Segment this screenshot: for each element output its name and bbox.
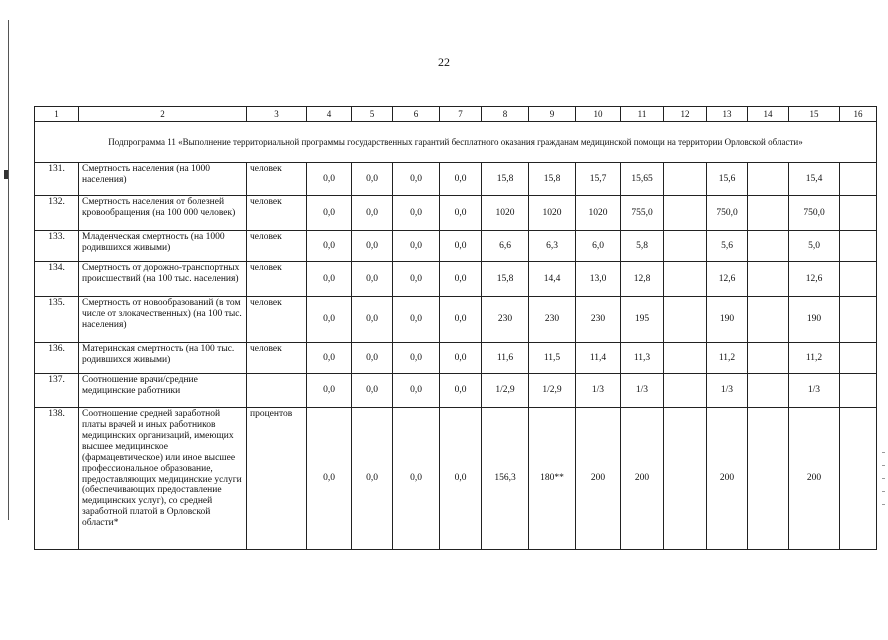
value-col-15: 12,6 <box>789 262 840 297</box>
value-col-4: 0,0 <box>307 297 352 343</box>
value-col-12 <box>664 408 707 550</box>
table-row <box>35 343 877 374</box>
value-col-9: 15,8 <box>529 163 576 196</box>
value-col-14 <box>748 231 789 262</box>
row-number: 132. <box>35 196 79 231</box>
value-col-12 <box>664 231 707 262</box>
row-number: 138. <box>35 408 79 550</box>
value-col-9: 230 <box>529 297 576 343</box>
value-col-9: 1/2,9 <box>529 374 576 408</box>
table-row <box>35 408 877 550</box>
unit-of-measure: человек <box>247 343 307 374</box>
value-col-16 <box>840 262 877 297</box>
value-col-9: 11,5 <box>529 343 576 374</box>
value-col-10: 200 <box>576 408 621 550</box>
value-col-9: 180** <box>529 408 576 550</box>
value-col-13: 15,6 <box>707 163 748 196</box>
value-col-8: 6,6 <box>482 231 529 262</box>
value-col-5: 0,0 <box>352 343 393 374</box>
row-number: 137. <box>35 374 79 408</box>
value-col-13: 5,6 <box>707 231 748 262</box>
value-col-9: 1020 <box>529 196 576 231</box>
column-number: 16 <box>840 107 877 122</box>
value-col-12 <box>664 343 707 374</box>
indicator-name: Смертность от дорожно-транспортных происшествий (на 100 тыс. населения) <box>79 262 247 297</box>
value-col-16 <box>840 374 877 408</box>
value-col-7: 0,0 <box>440 297 482 343</box>
column-number-row <box>35 107 877 122</box>
value-col-7: 0,0 <box>440 163 482 196</box>
value-col-10: 11,4 <box>576 343 621 374</box>
value-col-12 <box>664 163 707 196</box>
value-col-11: 12,8 <box>621 262 664 297</box>
row-number: 133. <box>35 231 79 262</box>
table-row <box>35 163 877 196</box>
value-col-14 <box>748 196 789 231</box>
value-col-15: 5,0 <box>789 231 840 262</box>
column-number: 6 <box>393 107 440 122</box>
value-col-8: 1/2,9 <box>482 374 529 408</box>
column-number: 2 <box>79 107 247 122</box>
value-col-11: 11,3 <box>621 343 664 374</box>
value-col-11: 195 <box>621 297 664 343</box>
value-col-12 <box>664 262 707 297</box>
unit-of-measure: процентов <box>247 408 307 550</box>
value-col-16 <box>840 163 877 196</box>
value-col-7: 0,0 <box>440 262 482 297</box>
value-col-14 <box>748 343 789 374</box>
value-col-10: 13,0 <box>576 262 621 297</box>
column-number: 14 <box>748 107 789 122</box>
value-col-14 <box>748 262 789 297</box>
value-col-4: 0,0 <box>307 231 352 262</box>
indicator-name: Младенческая смертность (на 1000 родившихся живыми) <box>79 231 247 262</box>
margin-marks <box>880 440 888 540</box>
indicator-name: Смертность населения от болезней кровообращения (на 100 000 человек) <box>79 196 247 231</box>
value-col-7: 0,0 <box>440 343 482 374</box>
value-col-4: 0,0 <box>307 374 352 408</box>
unit-of-measure: человек <box>247 262 307 297</box>
column-number: 3 <box>247 107 307 122</box>
unit-of-measure: человек <box>247 196 307 231</box>
column-number: 8 <box>482 107 529 122</box>
value-col-8: 230 <box>482 297 529 343</box>
subprogram-row <box>35 122 877 163</box>
unit-of-measure: человек <box>247 231 307 262</box>
value-col-11: 200 <box>621 408 664 550</box>
value-col-10: 230 <box>576 297 621 343</box>
scan-edge-line <box>8 20 9 520</box>
value-col-9: 14,4 <box>529 262 576 297</box>
value-col-11: 5,8 <box>621 231 664 262</box>
value-col-5: 0,0 <box>352 297 393 343</box>
unit-of-measure: человек <box>247 297 307 343</box>
value-col-6: 0,0 <box>393 297 440 343</box>
value-col-8: 1020 <box>482 196 529 231</box>
value-col-14 <box>748 408 789 550</box>
value-col-7: 0,0 <box>440 196 482 231</box>
value-col-11: 1/3 <box>621 374 664 408</box>
row-number: 131. <box>35 163 79 196</box>
value-col-7: 0,0 <box>440 231 482 262</box>
subprogram-title: Подпрограмма 11 «Выполнение территориальной программы государственных гарантий бесплатного оказания гражданам медицинской помощи на территории Орловской области» <box>35 122 877 163</box>
value-col-14 <box>748 163 789 196</box>
value-col-6: 0,0 <box>393 262 440 297</box>
column-number: 13 <box>707 107 748 122</box>
unit-of-measure: человек <box>247 163 307 196</box>
unit-of-measure <box>247 374 307 408</box>
value-col-6: 0,0 <box>393 196 440 231</box>
value-col-10: 6,0 <box>576 231 621 262</box>
value-col-12 <box>664 297 707 343</box>
value-col-15: 200 <box>789 408 840 550</box>
column-number: 11 <box>621 107 664 122</box>
indicator-name: Соотношение врачи/средние медицинские работники <box>79 374 247 408</box>
value-col-13: 12,6 <box>707 262 748 297</box>
indicators-table <box>34 106 877 550</box>
value-col-7: 0,0 <box>440 408 482 550</box>
indicator-name: Смертность от новообразований (в том числе от злокачественных) (на 100 тыс. населения) <box>79 297 247 343</box>
value-col-5: 0,0 <box>352 231 393 262</box>
table-row <box>35 231 877 262</box>
column-number: 15 <box>789 107 840 122</box>
value-col-8: 15,8 <box>482 163 529 196</box>
value-col-12 <box>664 374 707 408</box>
value-col-15: 750,0 <box>789 196 840 231</box>
table-row <box>35 297 877 343</box>
value-col-11: 15,65 <box>621 163 664 196</box>
value-col-16 <box>840 231 877 262</box>
value-col-5: 0,0 <box>352 262 393 297</box>
value-col-8: 156,3 <box>482 408 529 550</box>
column-number: 12 <box>664 107 707 122</box>
value-col-10: 1020 <box>576 196 621 231</box>
value-col-13: 11,2 <box>707 343 748 374</box>
value-col-13: 750,0 <box>707 196 748 231</box>
indicator-name: Материнская смертность (на 100 тыс. родившихся живыми) <box>79 343 247 374</box>
column-number: 5 <box>352 107 393 122</box>
value-col-6: 0,0 <box>393 408 440 550</box>
value-col-14 <box>748 297 789 343</box>
column-number: 10 <box>576 107 621 122</box>
value-col-15: 11,2 <box>789 343 840 374</box>
value-col-6: 0,0 <box>393 343 440 374</box>
value-col-16 <box>840 297 877 343</box>
value-col-8: 11,6 <box>482 343 529 374</box>
value-col-6: 0,0 <box>393 163 440 196</box>
value-col-14 <box>748 374 789 408</box>
column-number: 9 <box>529 107 576 122</box>
column-number: 7 <box>440 107 482 122</box>
value-col-15: 15,4 <box>789 163 840 196</box>
value-col-13: 190 <box>707 297 748 343</box>
value-col-4: 0,0 <box>307 262 352 297</box>
value-col-6: 0,0 <box>393 231 440 262</box>
value-col-6: 0,0 <box>393 374 440 408</box>
value-col-4: 0,0 <box>307 163 352 196</box>
value-col-12 <box>664 196 707 231</box>
table-row <box>35 262 877 297</box>
column-number: 1 <box>35 107 79 122</box>
value-col-5: 0,0 <box>352 374 393 408</box>
table-row <box>35 374 877 408</box>
value-col-16 <box>840 408 877 550</box>
indicator-name: Смертность населения (на 1000 населения) <box>79 163 247 196</box>
value-col-5: 0,0 <box>352 196 393 231</box>
value-col-13: 200 <box>707 408 748 550</box>
value-col-16 <box>840 343 877 374</box>
value-col-10: 15,7 <box>576 163 621 196</box>
value-col-9: 6,3 <box>529 231 576 262</box>
value-col-10: 1/3 <box>576 374 621 408</box>
value-col-11: 755,0 <box>621 196 664 231</box>
value-col-4: 0,0 <box>307 408 352 550</box>
value-col-16 <box>840 196 877 231</box>
value-col-13: 1/3 <box>707 374 748 408</box>
value-col-4: 0,0 <box>307 196 352 231</box>
value-col-15: 190 <box>789 297 840 343</box>
value-col-4: 0,0 <box>307 343 352 374</box>
row-number: 134. <box>35 262 79 297</box>
column-number: 4 <box>307 107 352 122</box>
value-col-5: 0,0 <box>352 408 393 550</box>
page-number: 22 <box>438 55 450 69</box>
value-col-5: 0,0 <box>352 163 393 196</box>
value-col-15: 1/3 <box>789 374 840 408</box>
value-col-8: 15,8 <box>482 262 529 297</box>
value-col-7: 0,0 <box>440 374 482 408</box>
row-number: 135. <box>35 297 79 343</box>
indicator-name: Соотношение средней заработной платы врачей и иных работников медицинских организаций, имеющих высшее медицинское (фармацевтическое) или иное высшее профессиональное образование, предоставляющих медицинские услуги (обеспечивающих предоставление медицинских услуг), со средней заработной платой в Орловской области* <box>79 408 247 550</box>
table-row <box>35 196 877 231</box>
scan-speck <box>4 170 8 179</box>
row-number: 136. <box>35 343 79 374</box>
